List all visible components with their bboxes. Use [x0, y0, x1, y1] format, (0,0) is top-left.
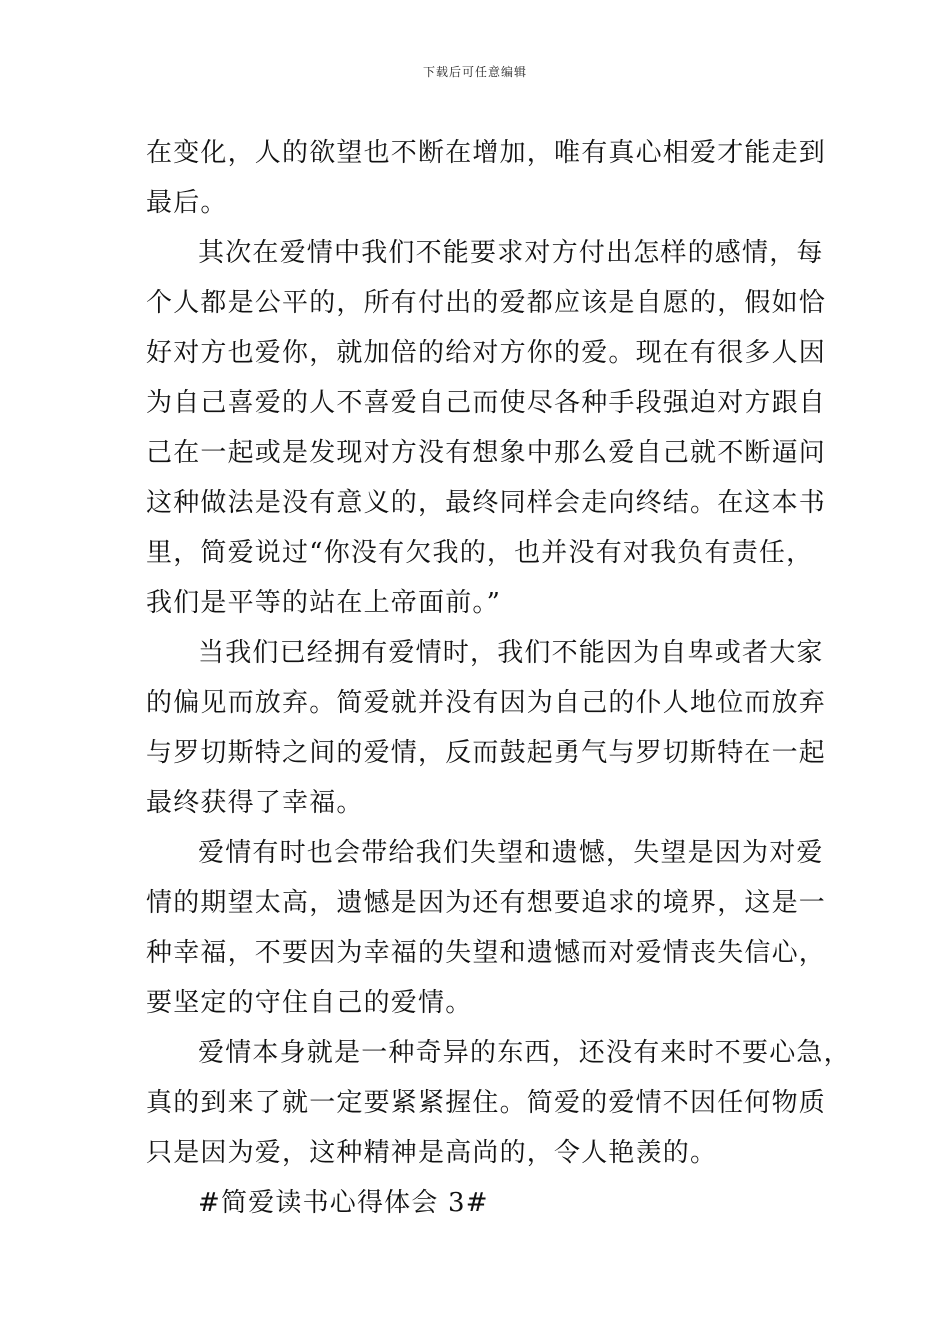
text-line: 与罗切斯特之间的爱情，反而鼓起勇气与罗切斯特在一起	[146, 738, 827, 768]
text-line: 当我们已经拥有爱情时，我们不能因为自卑或者大家	[198, 638, 824, 668]
page-header: 下载后可任意编辑	[422, 65, 527, 79]
text-line: 这种做法是没有意义的，最终同样会走向终结。在这本书	[146, 488, 827, 518]
text-line: 为自己喜爱的人不喜爱自己而使尽各种手段强迫对方跟自	[146, 388, 827, 418]
text-line: 的偏见而放弃。简爱就并没有因为自己的仆人地位而放弃	[146, 688, 827, 718]
text-line: 个人都是公平的，所有付出的爱都应该是自愿的，假如恰	[146, 288, 827, 318]
text-line: #简爱读书心得体会 3#	[198, 1188, 489, 1218]
text-line: 好对方也爱你，就加倍的给对方你的爱。现在有很多人因	[146, 338, 827, 368]
text-line: 己在一起或是发现对方没有想象中那么爱自己就不断逼问	[146, 438, 827, 468]
body-text	[146, 128, 851, 1228]
text-line: 在变化，人的欲望也不断在增加，唯有真心相爱才能走到	[146, 138, 827, 168]
text-line: 种幸福，不要因为幸福的失望和遗憾而对爱情丧失信心，	[146, 938, 827, 968]
text-line: 里，简爱说过“你没有欠我的，也并没有对我负有责任，	[146, 538, 814, 568]
text-line: 我们是平等的站在上帝面前。”	[146, 588, 502, 618]
text-line: 最终获得了幸福。	[146, 788, 364, 818]
text-line: 最后。	[146, 188, 228, 218]
text-line: 其次在爱情中我们不能要求对方付出怎样的感情，每	[198, 238, 824, 268]
text-line: 真的到来了就一定要紧紧握住。简爱的爱情不因任何物质	[146, 1088, 827, 1118]
text-line: 要坚定的守住自己的爱情。	[146, 988, 473, 1018]
text-line: 爱情本身就是一种奇异的东西，还没有来时不要心急，	[198, 1038, 851, 1068]
text-line: 只是因为爱，这种精神是高尚的，令人艳羡的。	[146, 1138, 718, 1168]
text-line: 情的期望太高，遗憾是因为还有想要追求的境界，这是一	[146, 888, 827, 918]
text-line: 爱情有时也会带给我们失望和遗憾，失望是因为对爱	[198, 838, 824, 868]
